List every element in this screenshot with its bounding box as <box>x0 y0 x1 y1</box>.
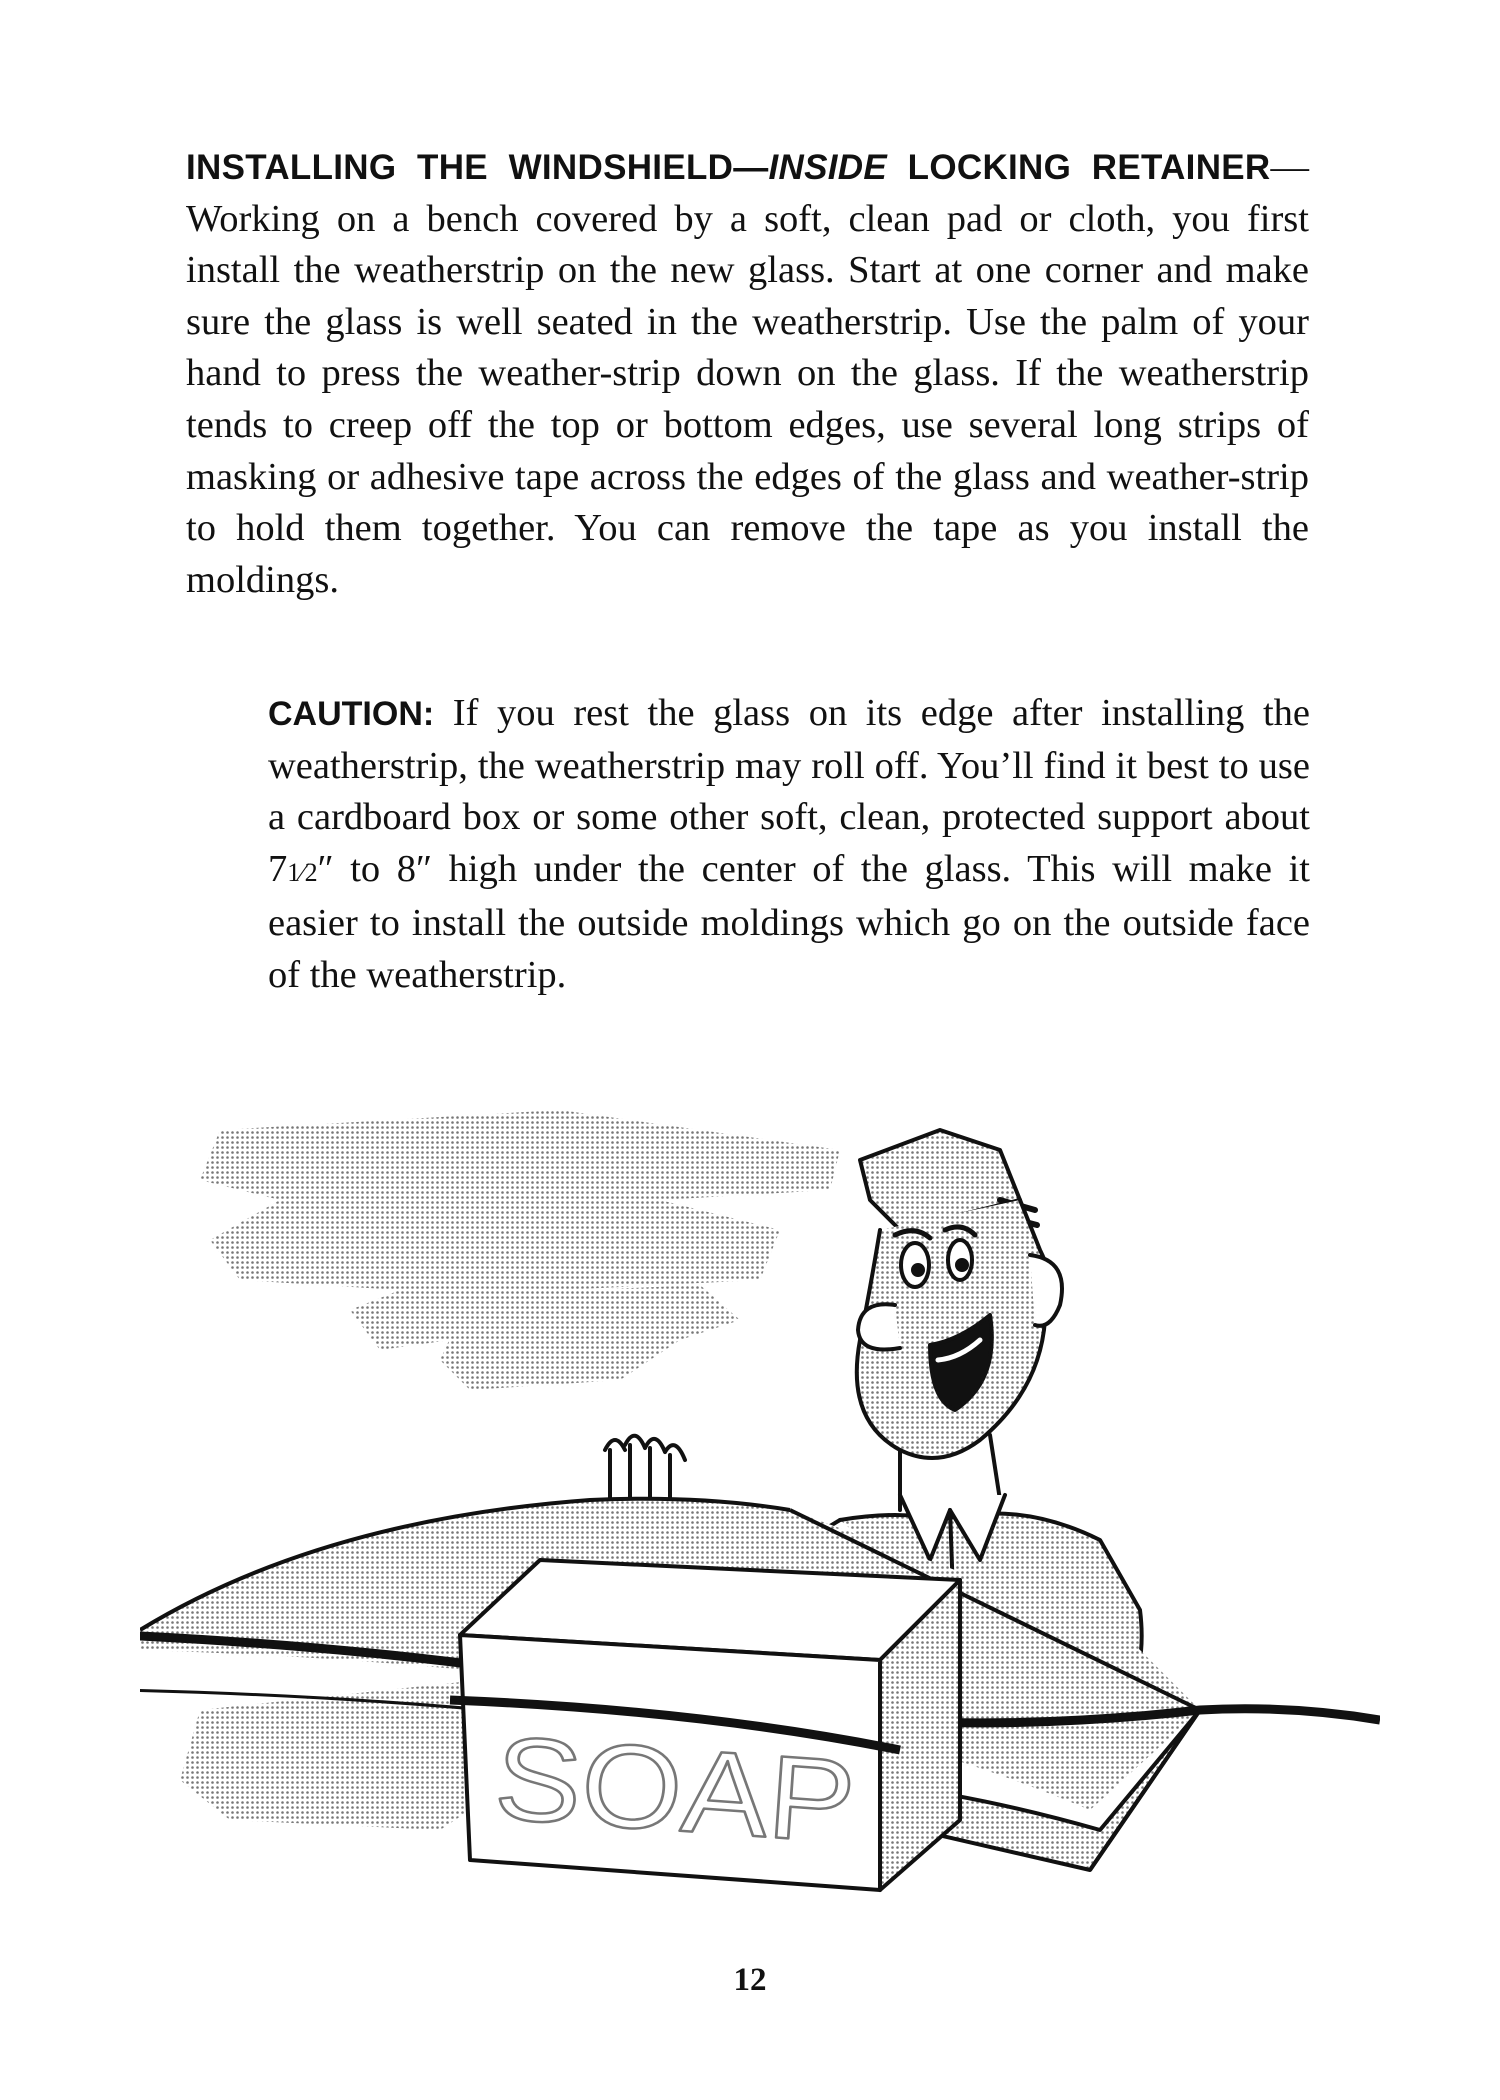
section-heading: INSTALLING THE WINDSHIELD—INSIDE LOCKING RETAINER <box>186 148 1271 187</box>
caution-label: CAUTION: <box>268 695 435 733</box>
page-number: 12 <box>733 1962 767 1998</box>
soap-label: SOAP <box>490 1711 828 1867</box>
soap-box <box>450 1560 960 1890</box>
caution-text-2: ″ to 8″ high under the center of the glass. This will make it easier to install the outside moldings which go on the outside face of the weatherstrip. <box>268 847 1310 996</box>
caution-text-1: If you rest the glass on its edge after installing the weatherstrip, the weatherstrip may roll off. You’ll find it best to use a cardboard box or some other soft, clean, protected support about 7 <box>268 692 1310 890</box>
fraction: 1⁄2 <box>287 857 318 887</box>
caution-paragraph <box>268 688 1310 1002</box>
windshield-illustration <box>140 1090 1380 1970</box>
main-paragraph <box>186 142 1309 606</box>
body-text: —Working on a bench covered by a soft, clean pad or cloth, you first install the weatherstrip on the new glass. Start at one corner and make sure the glass is well seated in the weatherstrip. Use the palm of your hand to press the weather-strip down on the glass. If the weatherstrip tends to creep off the top or bottom edges, use several long strips of masking or adhesive tape across the edges of the glass and weather-strip to hold them together. You can remove the tape as you install the moldings. <box>186 146 1309 601</box>
